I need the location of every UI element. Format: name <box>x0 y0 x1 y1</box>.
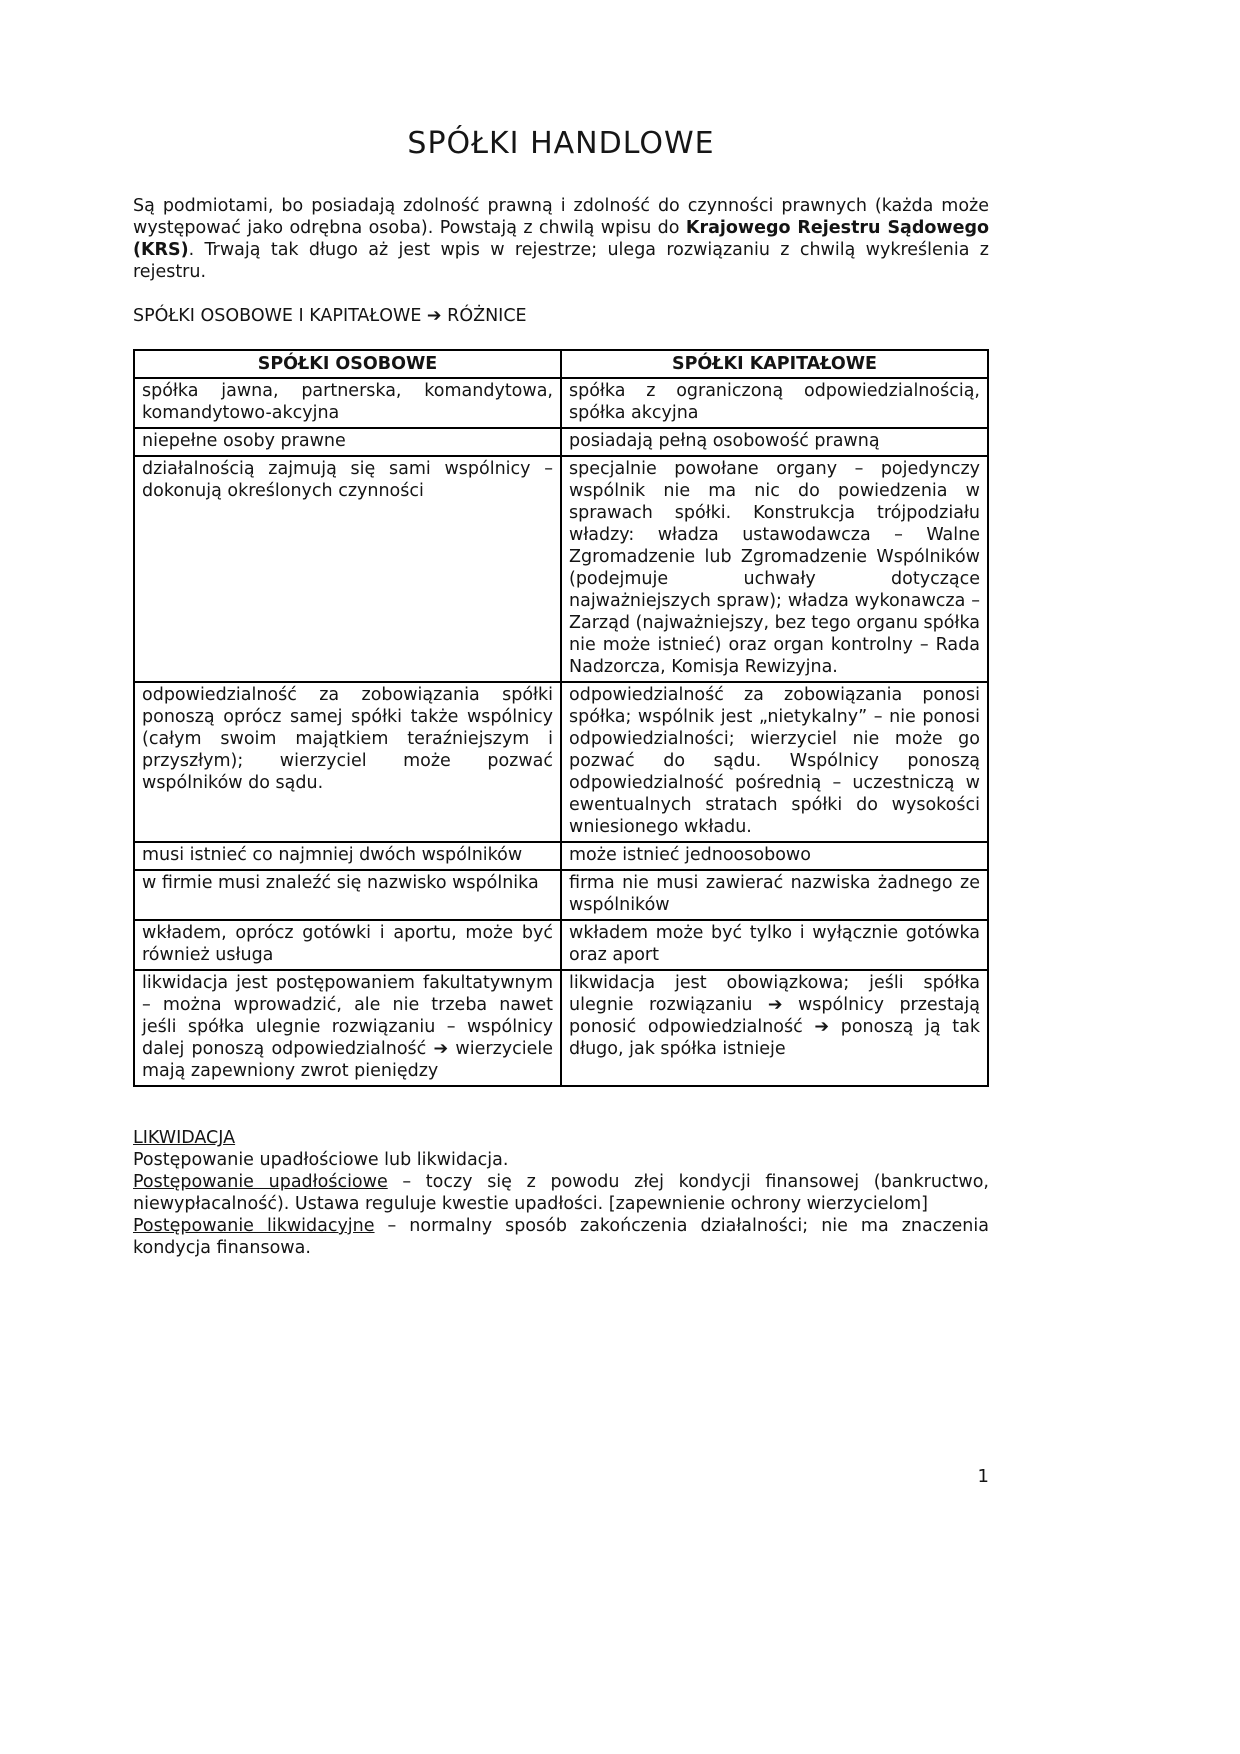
table-row <box>134 456 988 682</box>
table-cell: odpowiedzialność za zobowiązania ponosi spółka; wspólnik jest „nietykalny” – nie ponosi odpowiedzialności; wierzyciel nie może go pozwać do sądu. Wspólnicy ponoszą odpowiedzialność pośrednią – uczestniczą w ewentualnych stratach spółki do wysokości wniesionego wkładu. <box>561 682 988 842</box>
table-cell: likwidacja jest obowiązkowa; jeśli spółka ulegnie rozwiązaniu ➔ wspólnicy przestają ponosić odpowiedzialność ➔ ponoszą ją tak długo, jak spółka istnieje <box>561 970 988 1086</box>
likwidacja-para-likwidacyjne <box>133 1215 989 1259</box>
document-content <box>133 126 989 1259</box>
table-cell: odpowiedzialność za zobowiązania spółki ponoszą oprócz samej spółki także wspólnicy (całym swoim majątkiem teraźniejszym i przyszłym); wierzyciel może pozwać wspólników do sądu. <box>134 682 561 842</box>
table-cell: może istnieć jednoosobowo <box>561 842 988 870</box>
likwidacja-heading <box>133 1127 989 1149</box>
page-title: SPÓŁKI HANDLOWE <box>407 126 715 161</box>
column-header-kapitalowe: SPÓŁKI KAPITAŁOWE <box>561 350 988 378</box>
table-cell: firma nie musi zawierać nazwiska żadnego ze wspólników <box>561 870 988 920</box>
likwidacja-heading-text: LIKWIDACJA <box>133 1128 236 1148</box>
table-cell: likwidacja jest postępowaniem fakultatywnym – można wprowadzić, ale nie trzeba nawet jeśli spółka ulegnie rozwiązaniu – wspólnicy dalej ponoszą odpowiedzialność ➔ wierzyciele mają zapewniony zwrot pieniędzy <box>134 970 561 1086</box>
upadlosciowe-lead: Postępowanie upadłościowe <box>133 1172 388 1192</box>
table-cell: w firmie musi znaleźć się nazwisko wspólnika <box>134 870 561 920</box>
likwidacja-para-upadlosciowe <box>133 1171 989 1215</box>
table-cell: specjalnie powołane organy – pojedynczy wspólnik nie ma nic do powiedzenia w sprawach spółki. Konstrukcja trójpodziału władzy: władza ustawodawcza – Walne Zgromadzenie lub Zgromadzenie Wspólników (podejmuje uchwały dotyczące najważniejszych spraw); władza wykonawcza – Zarząd (najważniejszy, bez tego organu spółka nie może istnieć) oraz organ kontrolny – Rada Nadzorcza, Komisja Rewizyjna. <box>561 456 988 682</box>
section-label: SPÓŁKI OSOBOWE I KAPITAŁOWE ➔ RÓŻNICE <box>133 306 527 326</box>
table-row <box>134 920 988 970</box>
intro-text-a: Są podmiotami, bo posiadają zdolność prawną i zdolność do czynności prawnych (każda może występować jako odrębna osoba). Powstają z chwilą wpisu do <box>133 196 989 238</box>
table-cell: spółka z ograniczoną odpowiedzialnością, spółka akcyjna <box>561 378 988 428</box>
table-row <box>134 970 988 1086</box>
likwidacja-section <box>133 1127 989 1259</box>
intro-paragraph <box>133 195 989 283</box>
table-row <box>134 682 988 842</box>
table-cell: wkładem, oprócz gotówki i aportu, może być również usługa <box>134 920 561 970</box>
likwidacja-line-1: Postępowanie upadłościowe lub likwidacja. <box>133 1150 509 1170</box>
comparison-table <box>133 349 989 1087</box>
likwidacyjne-lead: Postępowanie likwidacyjne <box>133 1216 375 1236</box>
table-cell: działalnością zajmują się sami wspólnicy – dokonują określonych czynności <box>134 456 561 682</box>
likwidacyjne-rest: – normalny sposób zakończenia działalności; nie ma znaczenia kondycja finansowa. <box>133 1216 989 1258</box>
table-row <box>134 378 988 428</box>
table-cell: musi istnieć co najmniej dwóch wspólników <box>134 842 561 870</box>
table-header-row <box>134 350 988 378</box>
table-row <box>134 870 988 920</box>
table-cell: spółka jawna, partnerska, komandytowa, komandytowo-akcyjna <box>134 378 561 428</box>
page-number: 1 <box>977 1466 989 1487</box>
table-row <box>134 842 988 870</box>
intro-bold-krs: Krajowego Rejestru Sądowego (KRS) <box>133 218 989 260</box>
upadlosciowe-rest: – toczy się z powodu złej kondycji finansowej (bankructwo, niewypłacalność). Ustawa reguluje kwestie upadłości. [zapewnienie ochrony wierzycielom] <box>133 1172 989 1214</box>
column-header-osobowe: SPÓŁKI OSOBOWE <box>134 350 561 378</box>
table-cell: posiadają pełną osobowość prawną <box>561 428 988 456</box>
table-cell: wkładem może być tylko i wyłącznie gotówka oraz aport <box>561 920 988 970</box>
table-cell: niepełne osoby prawne <box>134 428 561 456</box>
table-row <box>134 428 988 456</box>
intro-text-b: . Trwają tak długo aż jest wpis w rejestrze; ulega rozwiązaniu z chwilą wykreślenia z rejestru. <box>133 240 989 282</box>
